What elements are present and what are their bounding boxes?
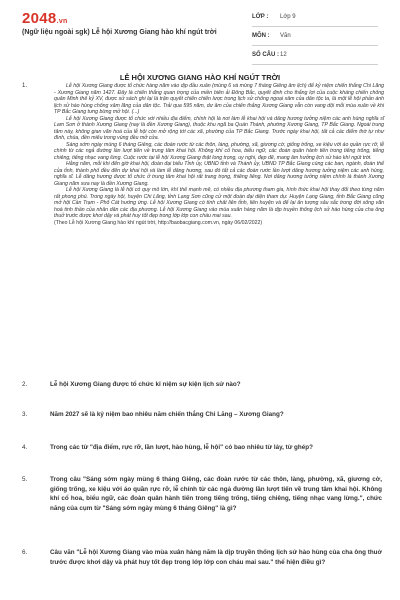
question-text: Câu văn "Lễ hội Xương Giang vào mùa xuân hàng năm là dịp truyền thống lịch sử hào hùng của cha ông thuở trước được khơi dậy và phát huy tốt đẹp trong lớp lớp con cháu mai sau." thể hiện điều gì?: [50, 549, 382, 566]
question-3: [22, 410, 382, 420]
logo-suffix: .vn: [56, 18, 68, 25]
meta-row-subject: [252, 27, 378, 46]
passage-source: (Theo Lễ hội Xương Giang hào khí ngút trời, http://baobacgiang.com.vn, ngày 06/02/2022): [54, 219, 263, 226]
meta-row-grade: [252, 8, 378, 27]
passage-paragraph: Sáng sớm ngày mùng 6 tháng Giêng, các đoàn rước từ các thôn, làng, phường, xã, giương cờ, giống trống, xe kiệu với áo quần rực rỡ, lễ chính từ các ngả đường lần lượt tiến về trung tâm khai hội. Không khí cổ hoa, biểu ngữ, các đoàn quân hành tiến trong tiếng trống, tiếng chiêng, tiếng nhạc vang lừng. Cuộc rước tại lễ hội Xương Giang thật long trọng, uy nghi, đẹp đẽ, mang âm hưởng lịch sử hào khí ngút trời.: [54, 141, 384, 161]
passage-title: LỄ HỘI XƯƠNG GIANG HÀO KHÍ NGÚT TRỜI: [119, 73, 281, 82]
meta-key: LỚP :: [252, 14, 269, 20]
question-number: 5.: [22, 476, 28, 483]
question-number: 2.: [22, 381, 28, 388]
reading-passage: [54, 83, 384, 226]
question-number: 6.: [22, 549, 28, 556]
meta-table: [252, 8, 378, 65]
meta-value: 12: [280, 52, 287, 58]
document-subtitle: (Ngữ liệu ngoài sgk) Lễ hội Xương Giang hào khí ngút trời: [22, 29, 217, 36]
meta-row-count: [252, 46, 378, 65]
passage-paragraph: Lễ hội Xương Giang là lễ hội có quy mô lớn, khí thế mạnh mẽ, có nhiều địa phương tham gia, hình thức khai hội thay đổi theo từng năm rất phong phú. Trong ngày hội, huyện Chi Lăng, tỉnh Lạng Sơn cũng cử một đoàn đại diện tham dự. Huyện Lạng Giang, tỉnh Bắc Giang cũng mở hội Cần Trạm - Phố Cát hướng ứng. Lễ hội Xương Giang có tính chất liên tỉnh, liên huyện và để lại ấn tượng sâu sắc trong đời sống văn hoá tinh thần của nhân dân các địa phương. Lễ hội Xương Giang vào mùa xuân hàng năm là dịp truyền thống lịch sử hào hùng của cha ông thuở trước được khơi dậy và phát huy tốt đẹp trong lớp lớp con cháu mai sau.: [54, 187, 384, 219]
question-text: Năm 2027 sẽ là kỷ niệm bao nhiêu năm chiến thắng Chi Lăng – Xương Giang?: [50, 411, 284, 418]
meta-value: Lớp 9: [280, 14, 296, 20]
question-6: [22, 548, 382, 567]
question-2: [22, 380, 382, 390]
page-header: [0, 0, 400, 58]
question-4: [22, 443, 382, 453]
logo-text: 2048: [22, 10, 57, 27]
meta-key: MÔN :: [252, 33, 270, 39]
question-number: 4.: [22, 444, 28, 451]
question-text: Trong các từ "địa điểm, rực rỡ, lần lượt, hào hùng, lễ hội" có bao nhiêu từ láy, từ ghép?: [50, 444, 313, 451]
question-5: [22, 475, 382, 513]
passage-paragraph: Hằng năm, mỗi khi đến giờ khai hội, đoàn đại biểu Tỉnh ủy, UBND tỉnh và Thành ủy, UBND TP Bắc Giang cùng các ban, ngành, đoàn thể của tỉnh, thành phố đều đến dự khai hội và làm lễ dâng hương, sau đó tất cả các đoàn rước lần lượt dâng hương tưởng niệm các anh hùng, nghĩa sĩ. Lễ dâng hương được tổ chức ở trung tâm khai hội rất trang trọng, thiêng liêng. Nơi dâng hương tưởng niệm chính là thành Xương Giang năm xưa nay là đền Xương Giang.: [54, 161, 384, 187]
passage-paragraph: Lễ hội Xương Giang được tổ chức với nhiều địa điểm, chính hội là nơi làm lễ khai hội và dâng hương tưởng niệm các anh hùng nghĩa sĩ Lam Sơn ở thành Xương Giang (nay là đền Xương Giang), thuộc khu ngã ba Quán Thành, phường Xương Giang, TP Bắc Giang. Ngoài trung tâm này, không gian văn hoá của lễ hội còn mở rộng tới các xã, phường của TP Bắc Giang. Trước ngày khai hội, tất cả các điểm thờ tự như đình, chùa, đền miếu trong vùng đều mở cửa.: [54, 115, 384, 141]
meta-value: Văn: [280, 33, 291, 39]
question-number: 3.: [22, 411, 28, 418]
question-text: Lễ hội Xương Giang được tổ chức kỉ niệm sự kiện lịch sử nào?: [50, 381, 241, 388]
passage-number: 1.: [22, 83, 28, 89]
passage-paragraph: Lễ hội Xương Giang được tổ chức hàng năm vào dịp đầu xuân (mùng 6 và mùng 7 tháng Giêng âm lịch) để kỷ niệm chiến thắng Chi Lăng - Xương Giang năm 1427. Đây là chiến thắng quan trọng của miền biên ải Đông Bắc, quyết định cho thắng lợi của cuộc kháng chiến chống quân Minh thế kỷ XV, được sử sách ghi lại là trận quyết chiến chiến lược trong lịch sử chống ngoại xâm của dân tộc ta, là một lễ hội phản ánh lịch sử hào hùng chống xâm lăng của dân tộc. Trải qua 595 năm, dư âm của chiến thắng Xương Giang vẫn còn vang dội mỗi mùa xuân về khi TP Bắc Giang tưng bừng mở hội. (...): [54, 83, 384, 115]
site-logo[interactable]: [22, 10, 68, 27]
meta-key: SỐ CÂU :: [252, 52, 279, 58]
question-text: Trong câu "Sáng sớm ngày mùng 6 tháng Giêng, các đoàn rước từ các thôn, làng, phường, xã, giương cờ, giống trống, xe kiệu với áo quần rực rỡ, lễ chính từ các ngả đường lần lượt tiến về trung tâm khai hội. Không khí cổ hoa, biểu ngữ, các đoàn quân hành tiến trong tiếng trống, tiếng chiêng, tiếng nhạc vang lừng.", chức năng của cụm từ "Sáng sớm ngày mùng 6 tháng Giêng" là gì?: [50, 476, 382, 512]
